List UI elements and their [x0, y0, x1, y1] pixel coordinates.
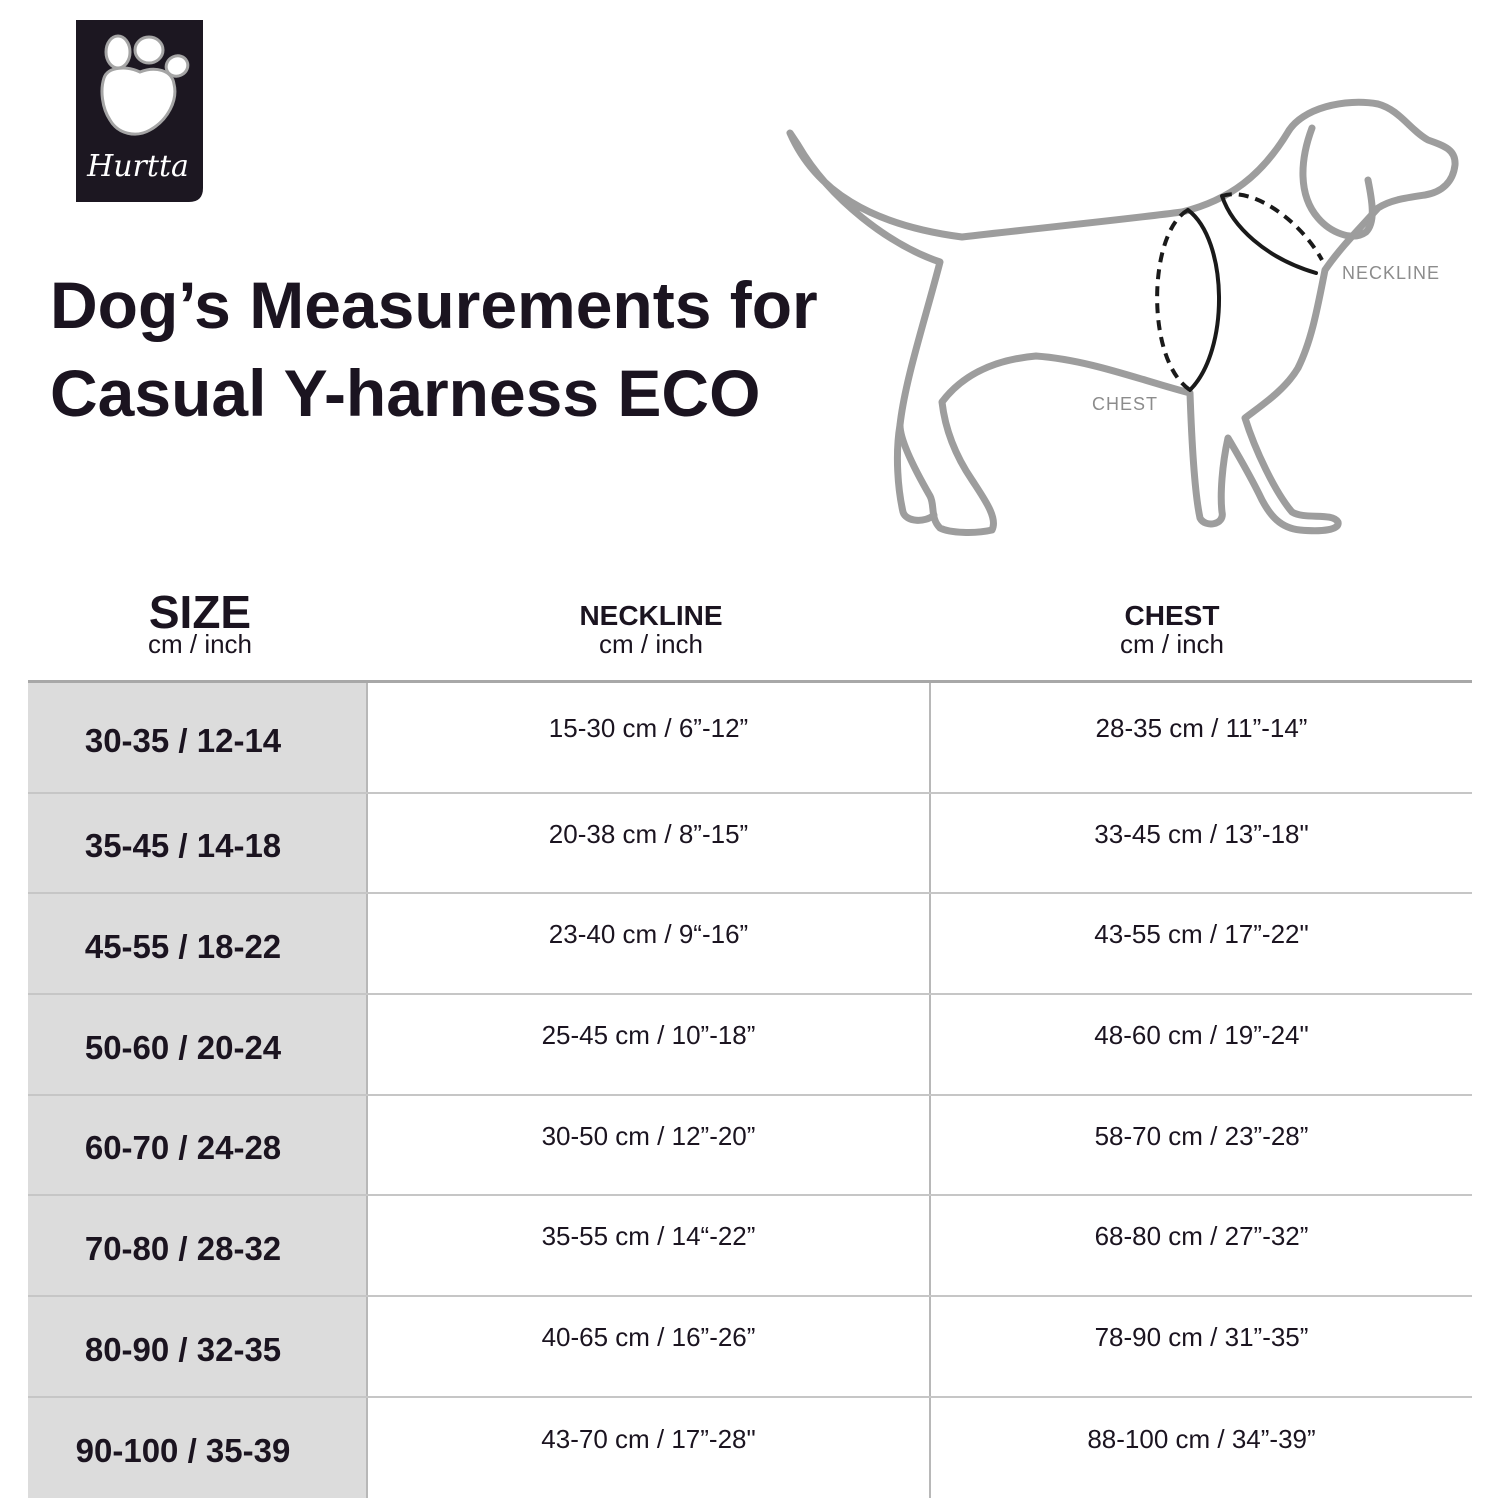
table-row	[28, 794, 1472, 894]
size-cell: 45-55 / 18-22	[28, 894, 368, 993]
chest-cell: 48-60 cm / 19”-24"	[1094, 1020, 1309, 1050]
neckline-cell: 15-30 cm / 6”-12”	[368, 683, 931, 792]
table-row	[28, 1096, 1472, 1196]
size-cell: 35-45 / 14-18	[28, 794, 368, 892]
hurtta-logo	[76, 20, 203, 202]
size-cell: 90-100 / 35-39	[28, 1398, 368, 1498]
neckline-cell: 35-55 cm / 14“-22”	[368, 1196, 931, 1295]
size-cell: 60-70 / 24-28	[28, 1096, 368, 1194]
size-cell: 30-35 / 12-14	[28, 683, 368, 792]
chest-cell: 88-100 cm / 34”-39”	[1087, 1423, 1316, 1454]
table-row	[28, 894, 1472, 995]
chest-cell: 28-35 cm / 11”-14”	[1095, 713, 1308, 743]
title-line-1: Dog’s Measurements for	[50, 268, 818, 342]
size-table	[28, 680, 1472, 1498]
paw-toe-middle	[135, 37, 163, 63]
table-row	[28, 1297, 1472, 1398]
neckline-cell: 30-50 cm / 12”-20”	[368, 1096, 931, 1194]
size-cell: 70-80 / 28-32	[28, 1196, 368, 1295]
header-chest: CHEST	[1124, 600, 1220, 631]
neckline-cell: 40-65 cm / 16”-26”	[368, 1297, 931, 1396]
chest-cell: 33-45 cm / 13”-18"	[1094, 818, 1309, 849]
neckline-cell: 25-45 cm / 10”-18”	[368, 995, 931, 1094]
table-row	[28, 683, 1472, 794]
chest-cell: 78-90 cm / 31”-35”	[1094, 1322, 1309, 1352]
dog-illustration	[780, 90, 1480, 550]
neckline-cell: 23-40 cm / 9“-16”	[368, 894, 931, 993]
neckline-cell: 43-70 cm / 17”-28"	[368, 1398, 931, 1498]
page-title	[50, 261, 818, 437]
header-neckline: NECKLINE	[579, 600, 723, 631]
dog-body-outline	[790, 102, 1455, 532]
size-cell: 50-60 / 20-24	[28, 995, 368, 1094]
table-row	[28, 1398, 1472, 1498]
table-row	[28, 995, 1472, 1096]
chest-cell: 43-55 cm / 17”-22"	[1094, 919, 1309, 949]
size-cell: 80-90 / 32-35	[28, 1297, 368, 1396]
table-row	[28, 1196, 1472, 1297]
title-line-2: Casual Y-harness ECO	[50, 356, 761, 430]
chest-label: CHEST	[1092, 394, 1159, 414]
chest-cell: 68-80 cm / 27”-32”	[1094, 1221, 1309, 1251]
paw-toe-left	[106, 36, 130, 68]
chest-cell: 58-70 cm / 23”-28”	[1094, 1120, 1309, 1151]
header-size: SIZE	[148, 586, 252, 638]
neckline-cell: 20-38 cm / 8”-15”	[368, 794, 931, 892]
header-size-unit: cm / inch	[147, 629, 253, 659]
header-chest-unit: cm / inch	[1119, 629, 1225, 659]
logo-wordmark: Hurtta	[87, 149, 189, 184]
header-neckline-unit: cm / inch	[598, 629, 704, 659]
neckline-label: NECKLINE	[1342, 263, 1441, 283]
